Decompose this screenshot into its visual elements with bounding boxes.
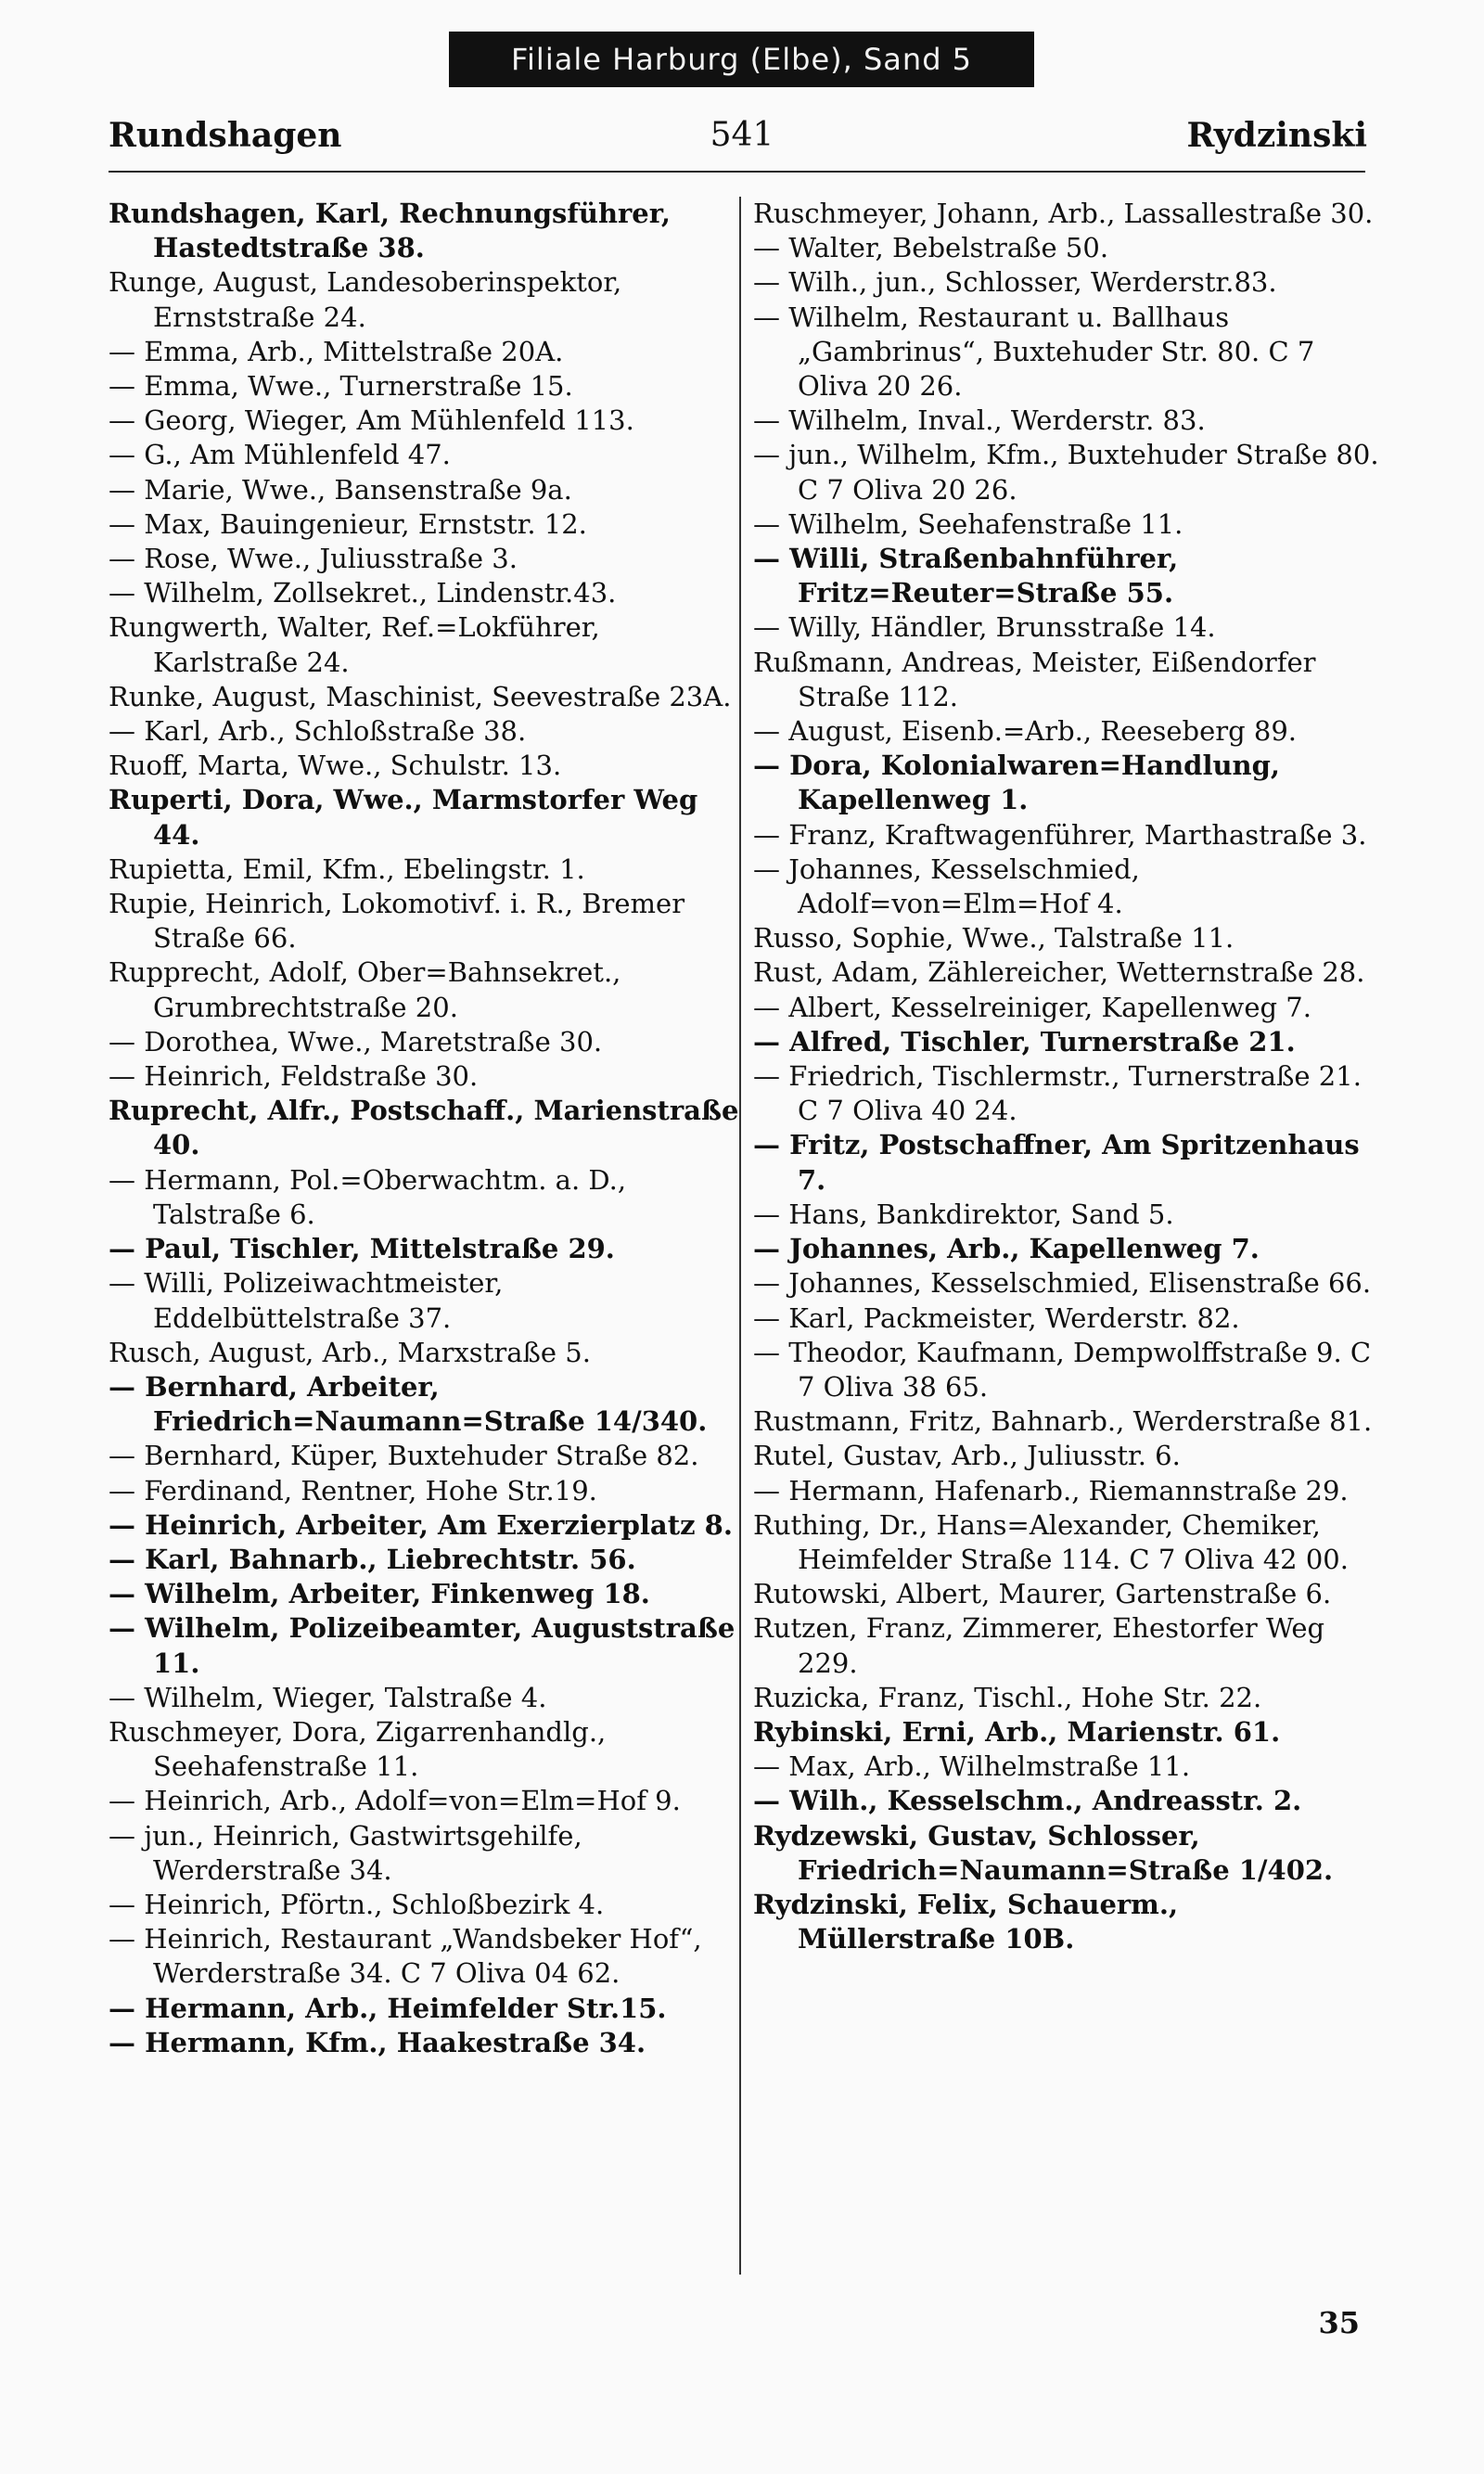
directory-entry: — Johannes, Kesselschmied, Elisenstraße 66. (753, 1267, 1372, 1300)
directory-entry: Ruzicka, Franz, Tischl., Hohe Str. 22. (753, 1681, 1262, 1713)
directory-entry: Ruthing, Dr., Hans=Alexander, Chemiker, Heimfelder Straße 114. C 7 Oliva 42 00. (753, 1508, 1349, 1575)
directory-entry: — Rose, Wwe., Juliusstraße 3. (109, 543, 518, 575)
directory-entry: — Heinrich, Arbeiter, Am Exerzierplatz 8. (109, 1508, 733, 1541)
directory-entry: — Heinrich, Arb., Adolf=von=Elm=Hof 9. (109, 1785, 681, 1817)
running-head-right: Rydzinski (1186, 116, 1367, 155)
column-divider (739, 197, 741, 2275)
left-column (109, 197, 739, 2060)
directory-entry: — Hans, Bankdirektor, Sand 5. (753, 1198, 1174, 1230)
directory-entry: — Emma, Arb., Mittelstraße 20A. (109, 335, 564, 367)
directory-entry: — Hermann, Arb., Heimfelder Str.15. (109, 1992, 667, 2024)
directory-entry: — Paul, Tischler, Mittelstraße 29. (109, 1233, 615, 1265)
directory-entry: — Willi, Straßenbahnführer, Fritz=Reuter=Straße 55. (753, 543, 1179, 609)
directory-entry: — Georg, Wieger, Am Mühlenfeld 113. (109, 404, 634, 437)
directory-entry: — G., Am Mühlenfeld 47. (109, 439, 451, 471)
directory-entry: Ruprecht, Alfr., Postschaff., Marienstraße 40. (109, 1095, 739, 1161)
directory-entry: — Johannes, Arb., Kapellenweg 7. (753, 1233, 1260, 1265)
directory-entry: Rutowski, Albert, Maurer, Gartenstraße 6. (753, 1578, 1332, 1610)
running-head-left: Rundshagen (109, 116, 342, 155)
directory-entry: — Marie, Wwe., Bansenstraße 9a. (109, 473, 572, 506)
directory-entry: — Theodor, Kaufmann, Dempwolffstraße 9. C 7 Oliva 38 65. (753, 1336, 1372, 1403)
directory-entry: Rutzen, Franz, Zimmerer, Ehestorfer Weg 229. (753, 1612, 1325, 1679)
directory-entry: — Wilhelm, Inval., Werderstr. 83. (753, 404, 1206, 437)
directory-entry: Rungwerth, Walter, Ref.=Lokführer, Karlstraße 24. (109, 611, 600, 678)
directory-entry: — Hermann, Kfm., Haakestraße 34. (109, 2026, 646, 2058)
directory-entry: — Wilhelm, Restaurant u. Ballhaus „Gambrinus“, Buxtehuder Str. 80. C 7 Oliva 20 26. (753, 301, 1315, 403)
directory-entry: — Karl, Arb., Schloßstraße 38. (109, 715, 527, 748)
directory-entry: Rupie, Heinrich, Lokomotivf. i. R., Bremer Straße 66. (109, 888, 685, 955)
directory-entry: — Wilhelm, Arbeiter, Finkenweg 18. (109, 1578, 650, 1610)
directory-entry: — Heinrich, Feldstraße 30. (109, 1060, 479, 1093)
directory-entry: — Dora, Kolonialwaren=Handlung, Kapellenweg 1. (753, 750, 1281, 816)
directory-entry: — Franz, Kraftwagenführer, Marthastraße 3. (753, 818, 1367, 851)
directory-entry: — Wilh., jun., Schlosser, Werderstr.83. (753, 266, 1277, 299)
directory-entry: — Heinrich, Restaurant „Wandsbeker Hof“, Werderstraße 34. C 7 Oliva 04 62. (109, 1923, 702, 1990)
directory-entry: — Max, Bauingenieur, Ernststr. 12. (109, 507, 587, 540)
directory-entry: — Karl, Bahnarb., Liebrechtstr. 56. (109, 1543, 636, 1575)
directory-entry: — Bernhard, Küper, Buxtehuder Straße 82. (109, 1440, 699, 1472)
directory-entry: Rupprecht, Adolf, Ober=Bahnsekret., Grumbrechtstraße 20. (109, 956, 621, 1023)
directory-entry: Rupietta, Emil, Kfm., Ebelingstr. 1. (109, 852, 585, 885)
directory-entry: — Friedrich, Tischlermstr., Turnerstraße 21. C 7 Oliva 40 24. (753, 1060, 1362, 1127)
directory-entry: — Willi, Polizeiwachtmeister, Eddelbüttelstraße 37. (109, 1267, 504, 1334)
directory-entry: — Karl, Packmeister, Werderstr. 82. (753, 1301, 1240, 1334)
directory-entry: — Ferdinand, Rentner, Hohe Str.19. (109, 1474, 597, 1506)
directory-entry: Ruschmeyer, Johann, Arb., Lassallestraße 30. (753, 198, 1374, 229)
directory-entry: — Wilhelm, Seehafenstraße 11. (753, 507, 1183, 540)
directory-entry: Rustmann, Fritz, Bahnarb., Werderstraße 81. (753, 1405, 1373, 1438)
header-rule (109, 171, 1365, 173)
footer-page-number: 35 (1318, 2305, 1360, 2340)
directory-entry: Rundshagen, Karl, Rechnungsführer, Hastedtstraße 38. (109, 198, 672, 264)
directory-entry: — Hermann, Pol.=Oberwachtm. a. D., Talstraße 6. (109, 1163, 627, 1230)
directory-entry: Ruschmeyer, Dora, Zigarrenhandlg., Seehafenstraße 11. (109, 1715, 607, 1783)
branch-banner: Filiale Harburg (Elbe), Sand 5 (449, 32, 1034, 87)
directory-entry: — Wilh., Kesselschm., Andreasstr. 2. (753, 1785, 1302, 1817)
directory-entry: Runge, August, Landesoberinspektor, Ernststraße 24. (109, 266, 622, 333)
directory-entry: — Fritz, Postschaffner, Am Spritzenhaus 7. (753, 1129, 1360, 1196)
directory-entry: — Hermann, Hafenarb., Riemannstraße 29. (753, 1474, 1349, 1506)
directory-entry: — Wilhelm, Zollsekret., Lindenstr.43. (109, 577, 617, 609)
directory-entry: — Johannes, Kesselschmied, Adolf=von=Elm=Hof 4. (753, 852, 1140, 920)
directory-entry: Runke, August, Maschinist, Seevestraße 23A. (109, 680, 732, 712)
directory-entry: Rydzinski, Felix, Schauerm., Müllerstraße 10B. (753, 1888, 1179, 1955)
directory-entry: — Albert, Kesselreiniger, Kapellenweg 7. (753, 991, 1311, 1023)
directory-entry: Rybinski, Erni, Arb., Marienstr. 61. (753, 1715, 1281, 1748)
directory-entry: — August, Eisenb.=Arb., Reeseberg 89. (753, 715, 1298, 748)
directory-entry: — Bernhard, Arbeiter, Friedrich=Naumann=Straße 14/340. (109, 1370, 708, 1438)
directory-entry: — Walter, Bebelstraße 50. (753, 232, 1109, 264)
directory-entry: — Emma, Wwe., Turnerstraße 15. (109, 370, 573, 403)
directory-entry: — Max, Arb., Wilhelmstraße 11. (753, 1750, 1191, 1783)
directory-entry: Rußmann, Andreas, Meister, Eißendorfer Straße 112. (753, 646, 1316, 712)
directory-entry: — Heinrich, Pförtn., Schloßbezirk 4. (109, 1888, 605, 1920)
right-column (753, 197, 1384, 1956)
directory-entry: Rutel, Gustav, Arb., Juliusstr. 6. (753, 1440, 1181, 1472)
directory-entry: — Wilhelm, Wieger, Talstraße 4. (109, 1681, 547, 1713)
directory-entry: — Dorothea, Wwe., Maretstraße 30. (109, 1025, 603, 1058)
directory-entry: Ruoff, Marta, Wwe., Schulstr. 13. (109, 750, 562, 782)
directory-entry: — Willy, Händler, Brunsstraße 14. (753, 611, 1216, 644)
directory-entry: — Wilhelm, Polizeibeamter, Auguststraße 11. (109, 1612, 736, 1679)
directory-entry: Russo, Sophie, Wwe., Talstraße 11. (753, 922, 1235, 955)
directory-entry: Ruperti, Dora, Wwe., Marmstorfer Weg 44. (109, 784, 698, 851)
directory-entry: — jun., Wilhelm, Kfm., Buxtehuder Straße 80. C 7 Oliva 20 26. (753, 439, 1379, 506)
page-number: 541 (710, 116, 774, 154)
directory-entry: Rusch, August, Arb., Marxstraße 5. (109, 1336, 591, 1368)
directory-entry: — Alfred, Tischler, Turnerstraße 21. (753, 1025, 1296, 1058)
directory-entry: — jun., Heinrich, Gastwirtsgehilfe, Werderstraße 34. (109, 1819, 582, 1886)
directory-entry: Rust, Adam, Zählereicher, Wetternstraße 28. (753, 956, 1365, 989)
directory-entry: Rydzewski, Gustav, Schlosser, Friedrich=Naumann=Straße 1/402. (753, 1819, 1334, 1886)
